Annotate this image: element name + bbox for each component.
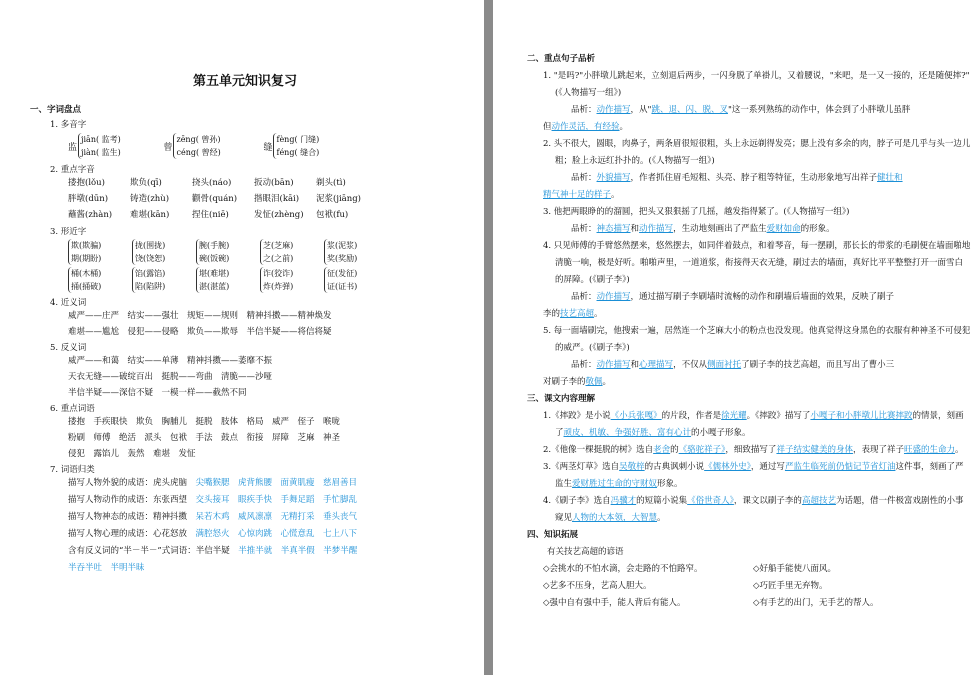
idiom-row: 描写人物神态的成语：精神抖擞 呆若木鸡 威风凛凛 无精打采 垂头丧气	[68, 512, 358, 522]
analysis-text: 品析：动作描写，通过描写刷子李刷墙时流畅的动作和刷墙后墙面的效果，反映了刷子	[571, 292, 895, 302]
pronunciation-item: 包袱(fu)	[316, 210, 349, 220]
analysis-text: 李的技艺高超。	[543, 309, 603, 319]
pronunciation-item: 泥浆(jiāng)	[316, 194, 361, 204]
subsection-heading: 4. 近义词	[50, 298, 87, 308]
pronunciation-item: 搂抱(lǒu)	[68, 178, 105, 188]
analysis-text: 精气神十足的样子。	[543, 190, 620, 200]
comprehension-item: 4.《刷子李》选自冯骥才的短篇小说集《俗世奇人》，课文以刷子李的高超技艺为话题，借一件极富戏剧性的小事窥见人物的大本领，大智慧。	[543, 496, 964, 523]
proverb-item: ◇会挑水的不怕水滴，会走路的不怕路窄。	[543, 564, 703, 574]
similar-char-pair: 征(发征) 证(证书)	[324, 267, 379, 293]
pronunciation-row	[68, 175, 484, 191]
sentence-item: 4. 只见师傅的手臂悠然摆来，悠然摆去，如同伴着鼓点，和着琴音，每一摆刷，那长长的带浆的毛刷便在墙面啪地清脆一响，极是好听。啪啪声里，一道道浆，衔接得天衣无缝，刷过去的墙面，真好比平平整整打开一面雪白的屏障。(《刷子李》)	[543, 241, 971, 285]
pronunciation-item: 挠头(náo)	[192, 178, 232, 188]
idiom-row: 描写人物外貌的成语：虎头虎脑 尖嘴猴腮 虎背熊腰 面黄肌瘦 慈眉善目	[68, 478, 358, 488]
similar-char-row	[68, 267, 484, 293]
similar-char-pair: 芝(芝麻) 之(之前)	[260, 239, 315, 265]
section-heading: 一、字词盘点	[30, 105, 82, 115]
pronunciation-item: 胖墩(dūn)	[68, 194, 109, 204]
similar-char-pair: 堪(难堪) 湛(湛蓝)	[196, 267, 251, 293]
analysis-text: 品析：外貌描写，作者抓住眉毛短粗、头亮、脖子粗等特征，生动形象地写出祥子健壮和	[571, 173, 903, 183]
proverb-row	[543, 595, 971, 612]
subsection-heading: 7. 词语归类	[50, 465, 95, 475]
proverb-item: ◇巧匠手里无弃物。	[753, 581, 828, 591]
idiom-row: 描写人物动作的成语：东张西望 交头接耳 眼疾手快 手舞足蹈 手忙脚乱	[68, 495, 358, 505]
right-page	[493, 0, 971, 675]
pronunciation-item: 欺负(qī)	[130, 178, 162, 188]
similar-char-pair: 拢(围拢) 饶(饶恕)	[132, 239, 187, 265]
sentence-item: 5. 每一面墙刷完，他搜索一遍，居然连一个芝麻大小的粉点也没发现。他真觉得这身黑色的衣服有种神圣不可侵犯的威严。(《刷子李》)	[543, 326, 971, 353]
pronunciation-row	[68, 207, 484, 223]
pronunciation-item: 铸造(zhù)	[130, 194, 170, 204]
section-heading: 二、重点句子品析	[527, 54, 596, 64]
page-gutter	[484, 0, 493, 675]
analysis-text: 但动作灵活，有经验。	[543, 122, 629, 132]
analysis-text: 品析：动作描写，从"跳、退、闪、脱、叉"这一系列熟练的动作中，体会到了小胖墩儿虽胖	[571, 105, 911, 115]
antonym-list: 威严——和蔼 结实——单薄 精神抖擞——萎靡不振 天衣无缝——破绽百出 挺脱——弯曲 清脆——沙哑 半信半疑——深信不疑 一模一样——截然不同	[68, 356, 273, 398]
similar-char-pair: 欺(欺骗) 期(期盼)	[68, 239, 123, 265]
page-title: 第五单元知识复习	[192, 74, 297, 89]
similar-char-list	[68, 239, 484, 293]
idiom-list	[68, 475, 484, 577]
idiom-row: 描写人物心理的成语：心花怒放 满腔怒火 心惊肉跳 心慌意乱 七上八下	[68, 529, 358, 539]
pronunciation-item: 颧骨(quán)	[192, 194, 238, 204]
polyphone-item: 缝fèng( 门缝) féng( 缝合)	[263, 135, 320, 157]
sentence-item: 2. 头不很大，圆眼，肉鼻子，两条眉很短很粗，头上永远剃得发亮；腮上没有多余的肉，脖子可是几乎与头一边儿粗；脸上永远红扑扑的。(《人物描写一组》)	[543, 139, 971, 166]
section-heading: 三、课文内容理解	[527, 394, 596, 404]
pronunciation-item: 蘸酱(zhàn)	[68, 210, 113, 220]
proverb-item: ◇好船手能使八面风。	[753, 564, 837, 574]
comprehension-item: 1.《摔跤》是小说《小兵张嘎》的片段，作者是徐光耀。《摔跤》描写了小嘎子和小胖墩儿比赛摔跤的情景，刻画了顽皮、机敏、争强好胜、富有心计的小嘎子形象。	[543, 411, 964, 438]
comprehension-item: 2.《他像一棵挺脱的树》选自老舍的《骆驼祥子》，细致描写了祥子结实健美的身体，表现了祥子旺盛的生命力。	[543, 445, 964, 455]
pronunciation-item: 扳动(bān)	[254, 178, 294, 188]
subsection-heading: 有关技艺高超的谚语	[547, 547, 624, 557]
sentence-item: 1. "是吗?"小胖墩儿跳起来，立刻退后两步，一闪身脱了单褂儿，又着腰说，"来吧，是一又一接的，还是随便摔?"(《人物描写一组》)	[543, 71, 970, 98]
proverb-item: ◇强中自有强中手，能人背后有能人。	[543, 598, 686, 608]
polyphone-row	[68, 133, 484, 159]
similar-char-pair: 馅(露馅) 陷(陷阱)	[132, 267, 187, 293]
idiom-row: 含有反义词的“半－半－”式词语：半信半疑 半推半就 半真半假 半梦半醒	[68, 546, 358, 556]
subsection-heading: 2. 重点字音	[50, 165, 95, 175]
comprehension-item: 3.《两茎灯草》选自吴敬梓的古典讽刺小说《儒林外史》，通过写严监生临死前仍惦记节省灯油这件事，刻画了严监生爱财胜过生命的守财奴形象。	[543, 462, 964, 489]
proverb-item: ◇有手艺的出门，无手艺的帮人。	[753, 598, 879, 608]
analysis-text: 对刷子李的敬佩。	[543, 377, 612, 387]
subsection-heading: 6. 重点词语	[50, 404, 95, 414]
analysis-text: 品析：动作描写和心理描写，不仅从侧面衬托了刷子李的技艺高超，而且写出了曹小三	[571, 360, 895, 370]
pronunciation-list	[68, 175, 484, 223]
pronunciation-row	[68, 191, 484, 207]
left-page	[0, 0, 484, 675]
proverb-list	[543, 561, 971, 612]
subsection-heading: 1. 多音字	[50, 120, 87, 130]
analysis-text: 品析：神态描写和动作描写，生动地刻画出了严监生爱财如命的形象。	[571, 224, 835, 234]
similar-char-pair: 浆(泥浆) 奖(奖励)	[324, 239, 379, 265]
idiom-row: 半吞半吐 半明半昧	[68, 563, 145, 573]
similar-char-pair: 诈(狡诈) 炸(炸弹)	[260, 267, 315, 293]
proverb-row	[543, 561, 971, 578]
pronunciation-item: 剃头(tì)	[316, 178, 346, 188]
section-heading: 四、知识拓展	[527, 530, 579, 540]
polyphone-item: 曾zēng( 曾孙) céng( 曾经)	[163, 135, 221, 157]
sentence-item: 3. 他把两眼睁的的溜圆，把头又狠狠摇了几摇，越发指得紧了。(《人物描写一组》)	[543, 207, 850, 217]
proverb-row	[543, 578, 971, 595]
pronunciation-item: 揩眼泪(kāi)	[254, 194, 300, 204]
synonym-list: 威严——庄严 结实——强壮 规矩——规则 精神抖擞——精神焕发 难堪——尴尬 侵犯——侵略 欺负——欺辱 半信半疑——将信将疑	[68, 311, 332, 337]
similar-char-row	[68, 239, 484, 265]
pronunciation-item: 发怔(zhèng)	[254, 210, 304, 220]
polyphone-item: 监jiān( 监考) jiàn( 监生)	[68, 135, 121, 157]
pronunciation-item: 捏住(niē)	[192, 210, 229, 220]
similar-char-pair: 桶(木桶) 捅(捅破)	[68, 267, 123, 293]
pronunciation-item: 难堪(kān)	[130, 210, 170, 220]
subsection-heading: 5. 反义词	[50, 343, 87, 353]
proverb-item: ◇艺多不压身，艺高人胆大。	[543, 581, 652, 591]
subsection-heading: 3. 形近字	[50, 227, 87, 237]
similar-char-pair: 腕(手腕) 碗(饭碗)	[196, 239, 251, 265]
key-words-list: 搂抱 手疾眼快 欺负 胸脯儿 挺脱 肢体 格局 威严 侄子 喉咙 粉刷 师傅 绝活 派头 包袱 手法 鼓点 衔接 屏障 芝麻 神圣 侵犯 露馅儿 轰然 难堪 发怔	[68, 417, 341, 459]
